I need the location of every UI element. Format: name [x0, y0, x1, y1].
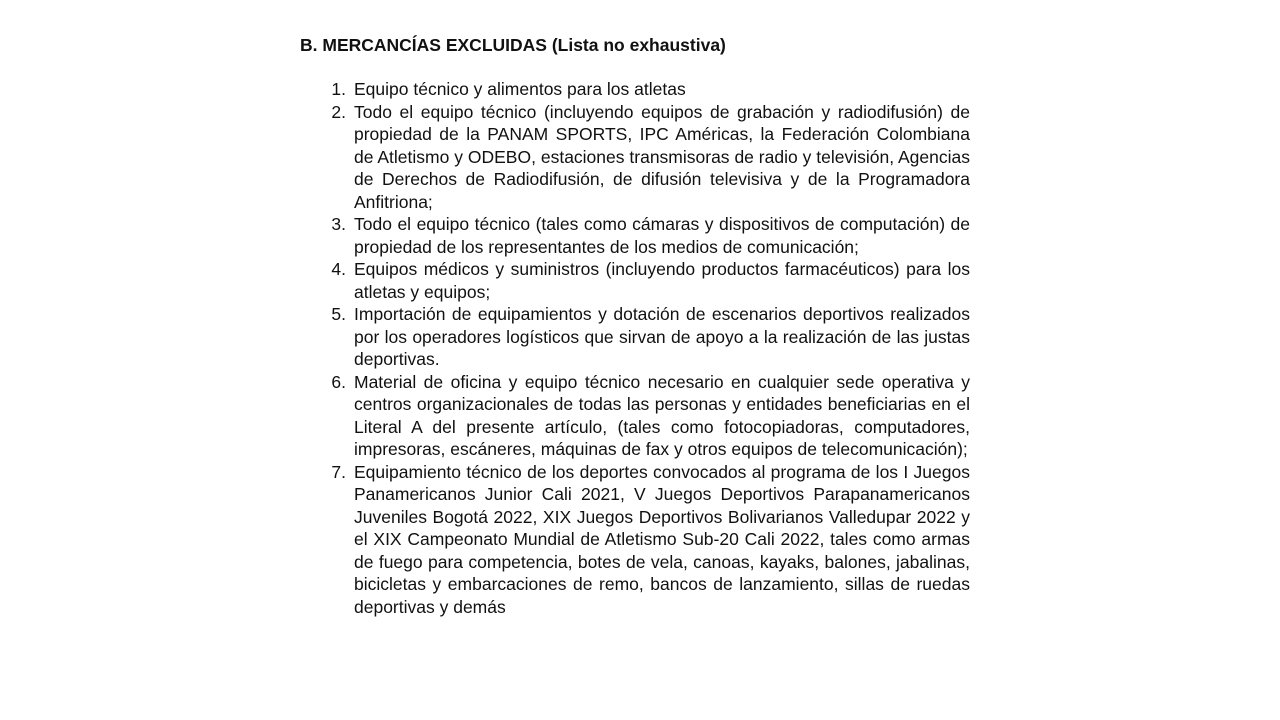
excluded-goods-list: [300, 78, 970, 618]
list-item: [300, 461, 970, 619]
list-item-text: Todo el equipo técnico (tales como cámaras y dispositivos de computación) de propiedad de los representantes de los medios de comunicación;: [354, 214, 970, 257]
list-item-number: 2.: [331, 101, 346, 122]
list-item: [300, 371, 970, 461]
list-item-number: 6.: [331, 371, 346, 392]
list-item-text: Todo el equipo técnico (incluyendo equipos de grabación y radiodifusión) de propiedad de la PANAM SPORTS, IPC Américas, la Federación Colombiana de Atletismo y ODEBO, estaciones transmisoras de radio y televisión, Agencias de Derechos de Radiodifusión, de difusión televisiva y de la Programadora Anfitriona;: [354, 101, 970, 212]
list-item-number: 3.: [331, 214, 346, 234]
list-item-text: Importación de equipamientos y dotación de escenarios deportivos realizados por los operadores logísticos que sirvan de apoyo a la realización de las justas deportivas.: [354, 304, 970, 369]
list-item-number: 4.: [331, 259, 346, 279]
list-item: [300, 303, 970, 371]
list-item-text: Material de oficina y equipo técnico necesario en cualquier sede operativa y centros organizacionales de todas las personas y entidades beneficiarias en el Literal A del presente artículo, (tales como fotocopiadoras, computadores, impresoras, escáneres, máquinas de fax y otros equipos de telecomunicación);: [354, 371, 970, 459]
list-item-text: Equipos médicos y suministros (incluyendo productos farmacéuticos) para los atletas y equipos;: [354, 259, 970, 302]
list-item-text: Equipo técnico y alimentos para los atletas: [354, 79, 686, 99]
list-item: [300, 213, 970, 258]
section-heading: B. MERCANCÍAS EXCLUIDAS (Lista no exhaustiva): [300, 35, 726, 55]
document-body: [300, 34, 970, 618]
list-item: [300, 101, 970, 214]
list-item: [300, 258, 970, 303]
list-item-number: 5.: [331, 304, 346, 324]
list-item-number: 1.: [331, 79, 346, 99]
list-item-number: 7.: [331, 461, 346, 482]
list-item-text: Equipamiento técnico de los deportes convocados al programa de los I Juegos Panamericanos Junior Cali 2021, V Juegos Deportivos Parapanamericanos Juveniles Bogotá 2022, XIX Juegos Deportivos Bolivarianos Valledupar 2022 y el XIX Campeonato Mundial de Atletismo Sub-20 Cali 2022, tales como armas de fuego para competencia, botes de vela, canoas, kayaks, balones, jabalinas, bicicletas y embarcaciones de remo, bancos de lanzamiento, sillas de ruedas deportivas y demás: [354, 461, 970, 617]
list-item: [300, 78, 970, 101]
